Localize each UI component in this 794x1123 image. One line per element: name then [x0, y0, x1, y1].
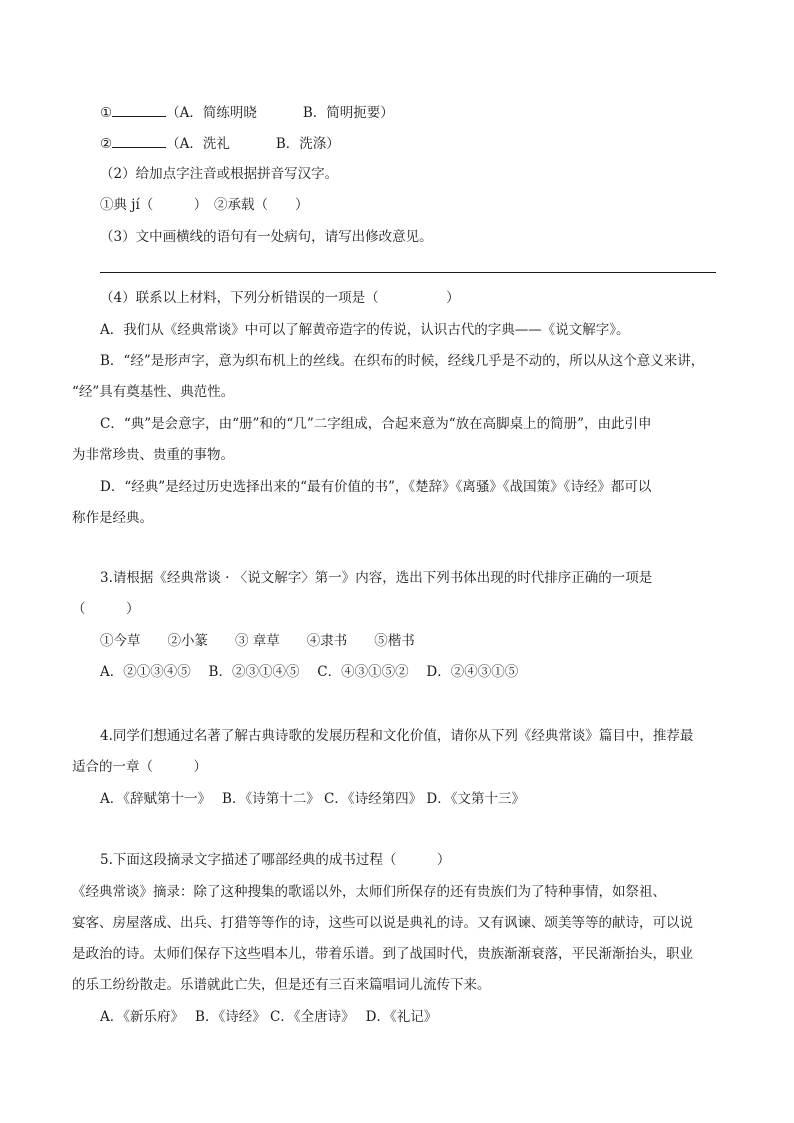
- item1-option-b: B．简明扼要）: [302, 105, 394, 121]
- sub4-option-a: A．我们从《经典常谈》中可以了解黄帝造字的传说，认识古代的字典——《说文解字》。: [100, 322, 630, 338]
- sub4-option-d-line1: D．“经典”是经过历史选择出来的“最有价值的书”，《楚辞》《离骚》《战国策》《诗经》都可以: [100, 479, 652, 495]
- q5-excerpt-line2: 宴客、房屋落成、出兵、打猎等等作的诗，这些可以说是典礼的诗。又有讽谏、颂美等等的献诗，可以说: [72, 915, 693, 931]
- q3-options: A．②①③④⑤ B．②③①④⑤ C．④③①⑤② D．②④③①⑤: [100, 664, 519, 680]
- item2-option-a: （A．洗礼: [166, 136, 230, 152]
- item2-number: ②: [100, 136, 113, 152]
- item2-answer-blank[interactable]: [112, 133, 166, 148]
- item1-number: ①: [100, 105, 113, 121]
- q4-options: A．《辞赋第十一》 B．《诗第十二》 C．《诗经第四》 D．《文第十三》: [100, 791, 525, 807]
- sub2-items: ①典 jí（ ） ②承载（ ）: [100, 197, 309, 213]
- sub4-option-b-line1: B．“经”是形声字，意为织布机上的丝线。在织布的时候，经线几乎是不动的，所以从这个意义来讲，: [100, 353, 705, 369]
- q4-stem-line1: 4.同学们想通过名著了解古典诗歌的发展历程和文化价值，请你从下列《经典常谈》篇目中，推荐最: [100, 728, 694, 744]
- sub4-option-b-line2: “经”具有奠基性、典范性。: [72, 384, 235, 400]
- sub4-option-c-line1: C．“典”是会意字，由“册”和的“几”二字组成，合起来意为“放在高脚桌上的简册”，由此引申: [100, 416, 652, 432]
- q3-items: ①今草 ②小篆 ③ 章草 ④隶书 ⑤楷书: [100, 633, 415, 649]
- sub2-prompt: （2）给加点字注音或根据拼音写汉字。: [100, 166, 339, 182]
- sub3-prompt: （3）文中画横线的语句有一处病句，请写出修改意见。: [100, 229, 433, 245]
- q3-answer-paren: （ ）: [72, 601, 140, 617]
- q5-excerpt-line4: 的乐工纷纷散走。乐谱就此亡失，但是还有三百来篇唱词儿流传下来。: [72, 977, 491, 993]
- q4-stem-line2: 适合的一章（ ）: [72, 759, 207, 775]
- sub4-option-d-line2: 称作是经典。: [72, 510, 153, 526]
- q5-stem: 5.下面这段摘录文字描述了哪部经典的成书过程（ ）: [100, 852, 451, 868]
- item2-option-b: B．洗涤）: [275, 136, 340, 152]
- q3-stem: 3.请根据《经典常谈 · 〈说文解字〉第一》内容，选出下列书体出现的时代排序正确的一项是: [100, 570, 653, 586]
- sub3-answer-line[interactable]: [100, 272, 716, 273]
- q5-excerpt-line3: 是政治的诗。太师们保存下这些唱本儿，带着乐谱。到了战国时代，贵族渐渐衰落，平民渐渐抬头，职业: [72, 946, 693, 962]
- sub4-option-c-line2: 为非常珍贵、贵重的事物。: [72, 447, 234, 463]
- item1-answer-blank[interactable]: [112, 102, 166, 117]
- sub4-prompt: （4）联系以上材料，下列分析错误的一项是（ ）: [100, 290, 460, 306]
- q5-excerpt-line1: 《经典常谈》摘录：除了这种搜集的歌谣以外，太师们所保存的还有贵族们为了特种事情，如祭祖、: [72, 884, 666, 900]
- q5-options: A．《新乐府》 B．《诗经》 C．《全唐诗》 D．《礼记》: [100, 1009, 438, 1025]
- item1-option-a: （A．简练明晓: [166, 105, 257, 121]
- q2-item2-row: [100, 133, 340, 154]
- q2-item1-row: [100, 102, 394, 123]
